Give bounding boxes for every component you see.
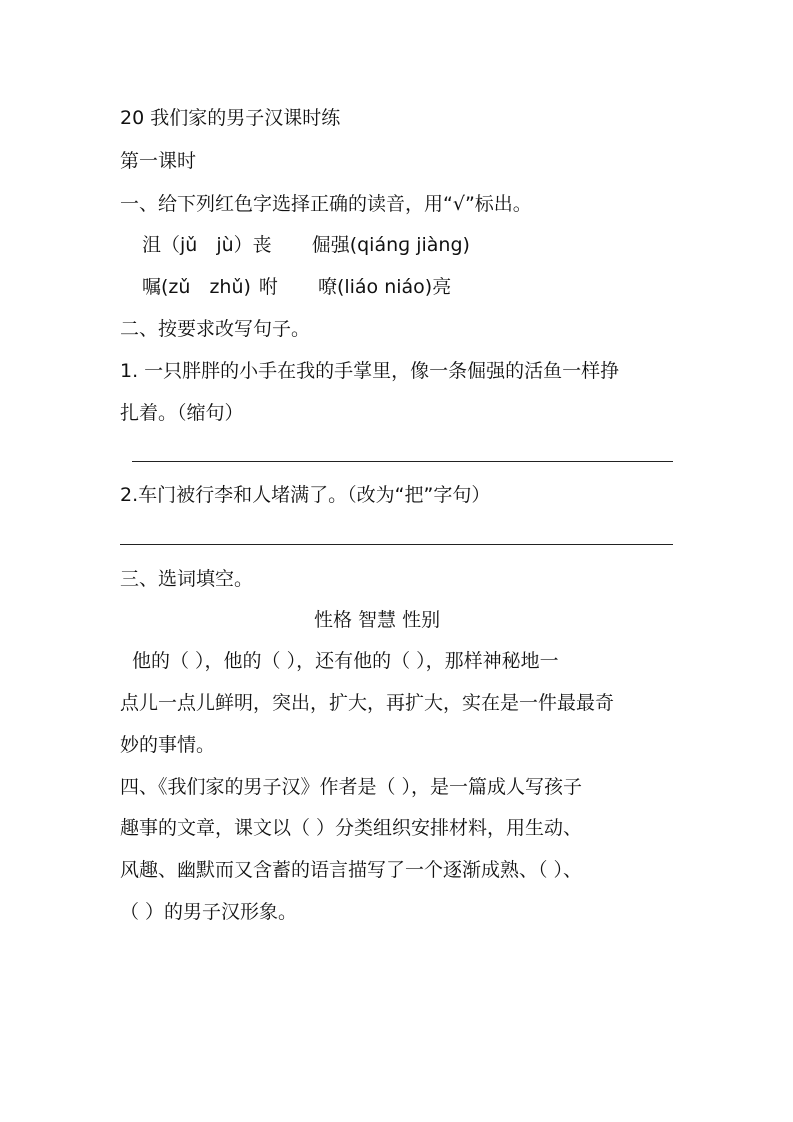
pinyin-row-1 bbox=[142, 232, 470, 258]
section4-line3: 风趣、幽默而又含蓄的语言描写了一个逐渐成熟、（ ）、 bbox=[120, 859, 583, 881]
pinyin-item-jusang-char2: 丧 bbox=[252, 234, 272, 256]
section3-line1: 他的（ ），他的（ ），还有他的（ ），那样神秘地一 bbox=[132, 650, 559, 672]
pinyin-item-liaoliang: 嘹(liáo niáo)亮 bbox=[317, 276, 452, 298]
pinyin-item-zhufu-char1: 嘱 bbox=[142, 276, 162, 298]
answer-line-q1 bbox=[132, 461, 673, 462]
section4-line4: （ ）的男子汉形象。 bbox=[120, 901, 298, 923]
word-choices: 性格 智慧 性别 bbox=[314, 609, 441, 631]
pinyin-item-zhufu-options: (zǔ zhǔ) bbox=[161, 276, 251, 298]
section2-heading: 二、按要求改写句子。 bbox=[120, 318, 311, 340]
pinyin-item-jusang-options: （jǔ jù） bbox=[161, 234, 253, 256]
section4-line1: 四、《我们家的男子汉》作者是（ ），是一篇成人写孩子 bbox=[120, 776, 583, 798]
answer-line-q2 bbox=[120, 544, 673, 545]
lesson-label: 第一课时 bbox=[120, 150, 197, 172]
section3-line2: 点儿一点儿鲜明，突出，扩大，再扩大，实在是一件最最奇 bbox=[120, 692, 615, 714]
pinyin-item-jusang-char1: 沮 bbox=[142, 234, 162, 256]
section1-heading: 一、给下列红色字选择正确的读音，用“√”标出。 bbox=[120, 193, 532, 215]
section2-q2: 2.车门被行李和人堵满了。（改为“把”字句） bbox=[120, 484, 491, 506]
pinyin-row-2 bbox=[142, 274, 451, 300]
pinyin-item-zhufu-char2: 咐 bbox=[258, 276, 278, 298]
pinyin-item-juejiang: 倔强(qiánɡ jiàng) bbox=[311, 234, 470, 256]
section3-heading: 三、选词填空。 bbox=[120, 568, 254, 590]
section2-q1-line2: 扎着。（缩句） bbox=[120, 402, 244, 424]
section3-line3: 妙的事情。 bbox=[120, 734, 216, 756]
section2-q1-line1: 1. 一只胖胖的小手在我的手掌里，像一条倔强的活鱼一样挣 bbox=[120, 360, 620, 382]
worksheet-title: 20 我们家的男子汉课时练 bbox=[120, 107, 341, 129]
section4-line2: 趣事的文章，课文以（ ）分类组织安排材料，用生动、 bbox=[120, 817, 583, 839]
